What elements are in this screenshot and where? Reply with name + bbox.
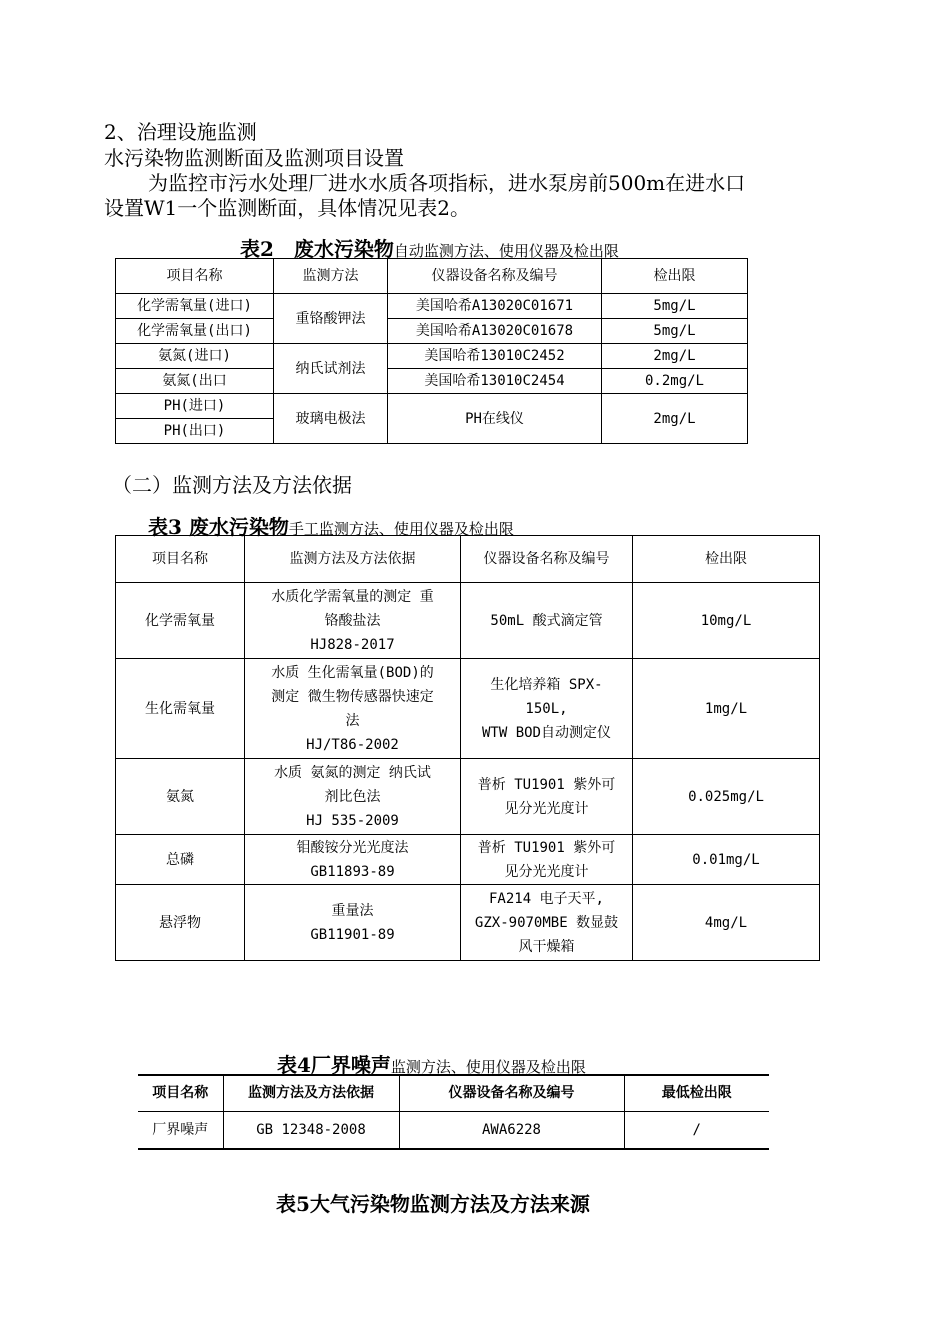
table4-cell-item: 厂界噪声	[138, 1111, 223, 1149]
table2-cell-item: 化学需氧量(出口)	[116, 319, 274, 344]
table4-cell-limit: /	[624, 1111, 769, 1149]
table2-header: 检出限	[602, 259, 748, 294]
instrument-line: 见分光光度计	[504, 800, 589, 817]
paragraph-line-2: 设置W1一个监测断面，具体情况见表2。	[104, 196, 471, 220]
table3-header: 监测方法及方法依据	[245, 536, 461, 583]
table2-cell-method: 玻璃电极法	[274, 394, 388, 444]
table2-header: 监测方法	[274, 259, 388, 294]
table2-cell-instrument: 美国哈希13010C2454	[388, 369, 602, 394]
table2-cell-method: 纳氏试剂法	[274, 344, 388, 394]
table4-header: 监测方法及方法依据	[223, 1075, 399, 1111]
method-line: 重量法	[331, 902, 374, 919]
table4-header: 最低检出限	[624, 1075, 769, 1111]
table3-cell-method	[245, 835, 461, 885]
table2-cell-method: 重铬酸钾法	[274, 294, 388, 344]
instrument-line: WTW BOD自动测定仪	[481, 724, 611, 741]
table3-cell-method	[245, 659, 461, 759]
table3-cell-limit: 10mg/L	[633, 583, 820, 659]
table4-header: 仪器设备名称及编号	[399, 1075, 624, 1111]
section-heading: 2、治理设施监测	[104, 120, 257, 144]
table4-cell-method: GB 12348-2008	[223, 1111, 399, 1149]
table3-cell-instrument	[461, 583, 633, 659]
instrument-line: 生化培养箱 SPX-	[490, 676, 603, 693]
table2	[115, 258, 748, 444]
table2-cell-item: 氨氮(出口	[116, 369, 274, 394]
table2-cell-item: 氨氮(进口)	[116, 344, 274, 369]
subsection-heading: 水污染物监测断面及监测项目设置	[104, 146, 404, 170]
method-line: 水质化学需氧量的测定 重	[271, 588, 434, 605]
table2-cell-limit: 2mg/L	[602, 394, 748, 444]
table3-cell-item: 化学需氧量	[116, 583, 245, 659]
table2-cell-item: 化学需氧量(进口)	[116, 294, 274, 319]
table3	[115, 535, 820, 961]
table3-cell-item: 生化需氧量	[116, 659, 245, 759]
table2-cell-instrument: 美国哈希A13020C01678	[388, 319, 602, 344]
method-line: 水质 氨氮的测定 纳氏试	[274, 764, 431, 781]
table3-cell-item: 氨氮	[116, 759, 245, 835]
table2-cell-limit: 0.2mg/L	[602, 369, 748, 394]
table3-cell-instrument	[461, 885, 633, 961]
table4	[138, 1074, 769, 1150]
table4-header: 项目名称	[138, 1075, 223, 1111]
table2-cell-limit: 2mg/L	[602, 344, 748, 369]
table3-cell-item: 悬浮物	[116, 885, 245, 961]
table2-caption-normal: 自动监测方法、使用仪器及检出限	[393, 242, 619, 260]
method-line: 法	[345, 712, 360, 729]
method-line: 水质 生化需氧量(BOD)的	[271, 664, 434, 681]
table2-header: 项目名称	[116, 259, 274, 294]
table4-caption-normal: 监测方法、使用仪器及检出限	[390, 1058, 586, 1076]
method-line: HJ828-2017	[310, 636, 395, 653]
table2-cell-item: PH(出口)	[116, 419, 274, 444]
table3-caption-normal: 手工监测方法、使用仪器及检出限	[288, 520, 514, 538]
table3-cell-method	[245, 583, 461, 659]
table3-header: 项目名称	[116, 536, 245, 583]
method-line: 铬酸盐法	[324, 612, 381, 629]
table3-caption-bold: 表3 废水污染物	[148, 515, 289, 539]
table2-cell-instrument: 美国哈希A13020C01671	[388, 294, 602, 319]
table3-cell-limit: 0.025mg/L	[633, 759, 820, 835]
table5-caption-bold: 表5大气污染物监测方法及方法来源	[276, 1192, 590, 1216]
table3-cell-limit: 0.01mg/L	[633, 835, 820, 885]
table3-cell-limit: 1mg/L	[633, 659, 820, 759]
table2-cell-limit: 5mg/L	[602, 319, 748, 344]
table3-cell-method	[245, 885, 461, 961]
table3-cell-instrument	[461, 759, 633, 835]
table5-caption	[276, 1188, 590, 1217]
table3-header: 检出限	[633, 536, 820, 583]
method-line: GB11901-89	[310, 926, 395, 943]
table2-cell-instrument: PH在线仪	[388, 394, 602, 444]
table3-cell-limit: 4mg/L	[633, 885, 820, 961]
table2-cell-instrument: 美国哈希13010C2452	[388, 344, 602, 369]
paragraph-line-1: 为监控市污水处理厂进水水质各项指标，进水泵房前500m在进水口	[148, 171, 746, 195]
instrument-line: 见分光光度计	[504, 863, 589, 880]
method-line: 测定 微生物传感器快速定	[271, 688, 434, 705]
section2-heading: （二）监测方法及方法依据	[112, 473, 352, 497]
table2-cell-limit: 5mg/L	[602, 294, 748, 319]
method-line: GB11893-89	[310, 863, 395, 880]
table3-cell-item: 总磷	[116, 835, 245, 885]
method-line: 剂比色法	[324, 788, 381, 805]
instrument-line: 普析 TU1901 紫外可	[477, 776, 616, 793]
table3-header: 仪器设备名称及编号	[461, 536, 633, 583]
instrument-line: 50mL 酸式滴定管	[490, 612, 603, 629]
method-line: HJ 535-2009	[306, 812, 399, 829]
table4-caption-bold: 表4厂界噪声	[277, 1053, 391, 1077]
table3-cell-instrument	[461, 659, 633, 759]
method-line: 钼酸铵分光光度法	[296, 839, 409, 856]
table3-cell-method	[245, 759, 461, 835]
table4-cell-instrument: AWA6228	[399, 1111, 624, 1149]
method-line: HJ/T86-2002	[306, 736, 399, 753]
instrument-line: 风干燥箱	[518, 938, 575, 955]
table3-cell-instrument	[461, 835, 633, 885]
table2-header: 仪器设备名称及编号	[388, 259, 602, 294]
instrument-line: 普析 TU1901 紫外可	[477, 839, 616, 856]
instrument-line: GZX-9070MBE 数显鼓	[474, 914, 619, 931]
table2-caption-bold: 表2 废水污染物	[240, 237, 394, 261]
instrument-line: 150L,	[525, 700, 568, 717]
instrument-line: FA214 电子天平,	[488, 890, 604, 907]
table2-cell-item: PH(进口)	[116, 394, 274, 419]
